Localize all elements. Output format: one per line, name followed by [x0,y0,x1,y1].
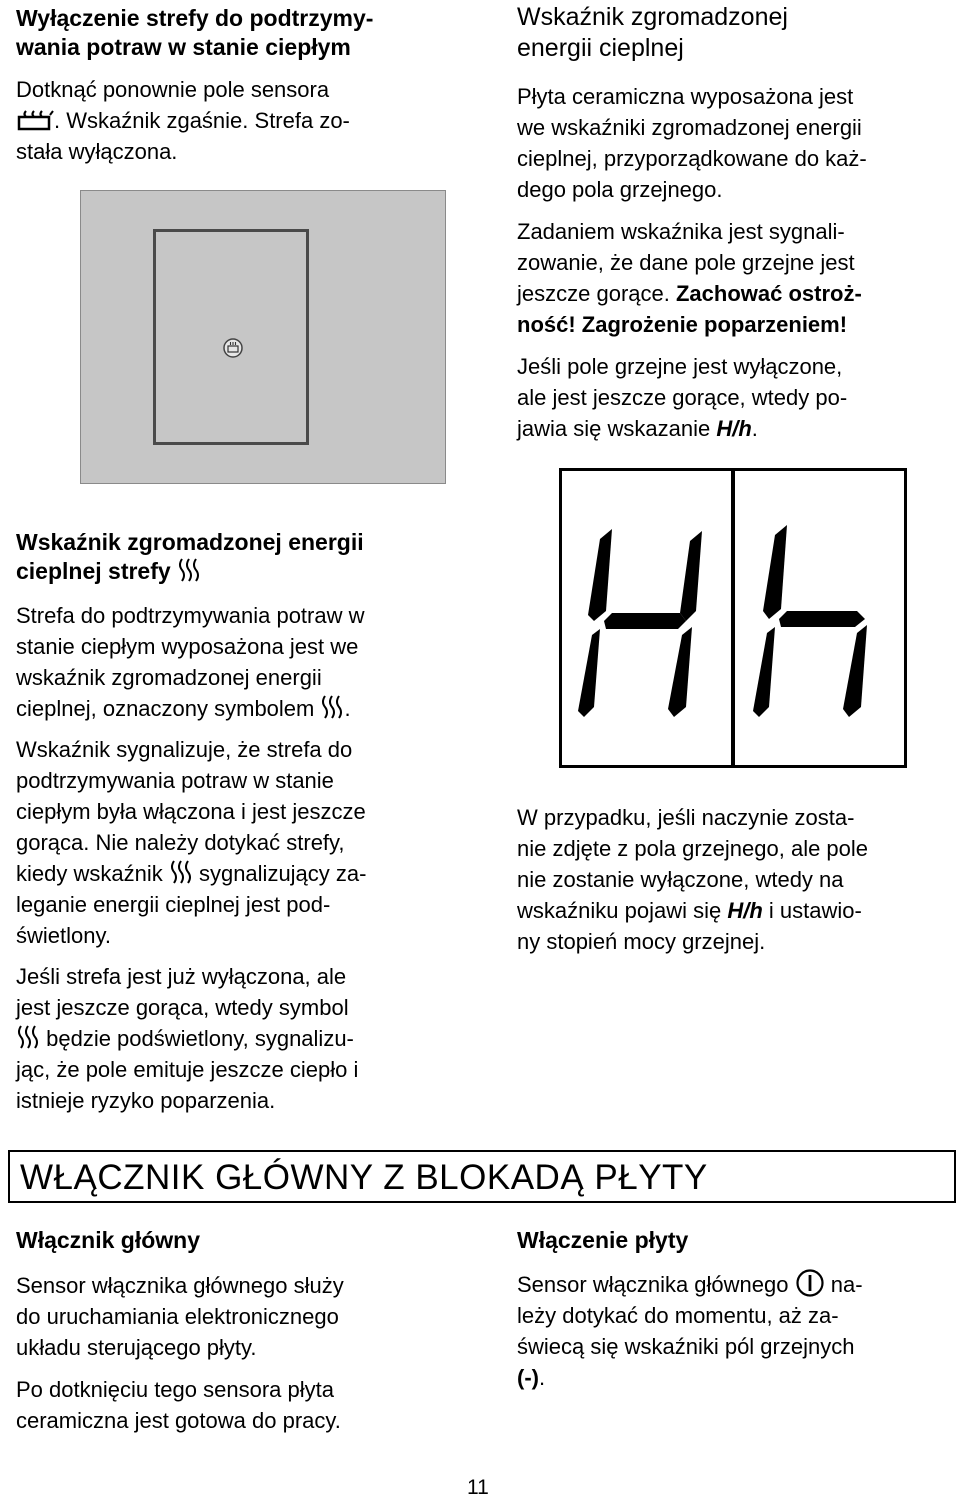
burn-warning: ność! Zagrożenie poparzeniem! [517,312,848,337]
heat-indicator-p2: Zadaniem wskaźnika jest sygnali- zowanie, że dane pole grzejne jest jeszcze gorące. Zachować ostroż- ność! Zagrożenie poparzeniem! [517,219,862,337]
zone-indicator-section [16,528,446,1116]
zone-indicator-p3: Jeśli strefa jest już wyłączona, ale jest jeszcze gorąca, wtedy symbol będzie podświetlony, sygnalizu- jąc, że pole emituje jeszcze ciepło i istnieje ryzyko poparzenia. [16,964,359,1113]
residual-heat-icon [177,557,201,583]
caution-warning: Zachować ostroż- [675,281,862,306]
pot-removed-section [517,802,945,957]
off-section-text: Dotknąć ponownie pole sensora . Wskaźnik zgaśnie. Strefa zo- stała wyłączona. [16,77,350,164]
pot-removed-text: W przypadku, jeśli naczynie zosta- nie zdjęte z pola grzejnego, ale pole nie zostanie wyłączone, wtedy na wskaźniku pojawi się H/h i ustawio- ny stopień mocy grzejnej. [517,805,869,954]
residual-heat-icon [16,1024,40,1050]
hh-display-illustration [559,468,939,768]
main-switch-heading: WŁĄCZNIK GŁÓWNY Z BLOKADĄ PŁYTY [20,1158,708,1197]
warm-zone-sensor-icon [16,109,54,131]
off-section [16,4,446,167]
zone-indicator-p1: Strefa do podtrzymywania potraw w stanie ciepłym wyposażona jest we wskaźnik zgromadzonej energii cieplnej, oznaczony symbolem . [16,603,365,721]
segment-digit-h [735,471,904,765]
display-digit-2 [732,468,907,768]
hob-on-section [517,1226,945,1393]
segment-digit-H [562,471,731,765]
main-switch-p1: Sensor włącznika głównego służy do uruchamiania elektronicznego układu sterującego płyty. [16,1273,344,1360]
power-icon [795,1268,825,1298]
residual-heat-icon [320,694,344,720]
zone-indicator-title: Wskaźnik zgromadzonej energii cieplnej strefy [16,529,364,584]
heat-indicator-p1: Płyta ceramiczna wyposażona jest we wskaźniki zgromadzonej energii cieplnej, przyporządkowane do każ- dego pola grzejnego. [517,84,867,202]
main-switch-p2: Po dotknięciu tego sensora płyta ceramiczna jest gotowa do pracy. [16,1377,341,1433]
heat-indicator-p3: Jeśli pole grzejne jest wyłączone, ale jest jeszcze gorące, wtedy po- jawia się wskazanie H/h. [517,354,848,441]
main-switch-title: Włącznik główny [16,1227,201,1253]
warm-zone-sensor-button-icon [222,337,244,359]
main-switch-heading-box [8,1150,956,1203]
hob-on-text: Sensor włącznika głównego na- leży dotykać do momentu, aż za- świecą się wskaźniki pól grzejnych (-). [517,1268,945,1393]
zone-indicator-p2: Wskaźnik sygnalizuje, że strefa do podtrzymywania potraw w stanie ciepłym była włączona i jest jeszcze gorąca. Nie należy dotykać strefy, kiedy wskaźnik sygnalizujący za- leganie energii cieplnej jest pod- świetlony. [16,737,367,948]
sensor-panel-illustration [80,190,446,484]
display-digit-1 [559,468,734,768]
page-number: 11 [467,1476,489,1499]
off-section-title: Wyłączenie strefy do podtrzymy- wania potraw w stanie ciepłym [16,5,374,60]
heat-indicator-section [517,2,945,444]
hob-on-title: Włączenie płyty [517,1227,689,1253]
main-switch-section [16,1226,446,1436]
heat-indicator-title: Wskaźnik zgromadzonej energii cieplnej [517,3,788,62]
residual-heat-icon [169,859,193,885]
